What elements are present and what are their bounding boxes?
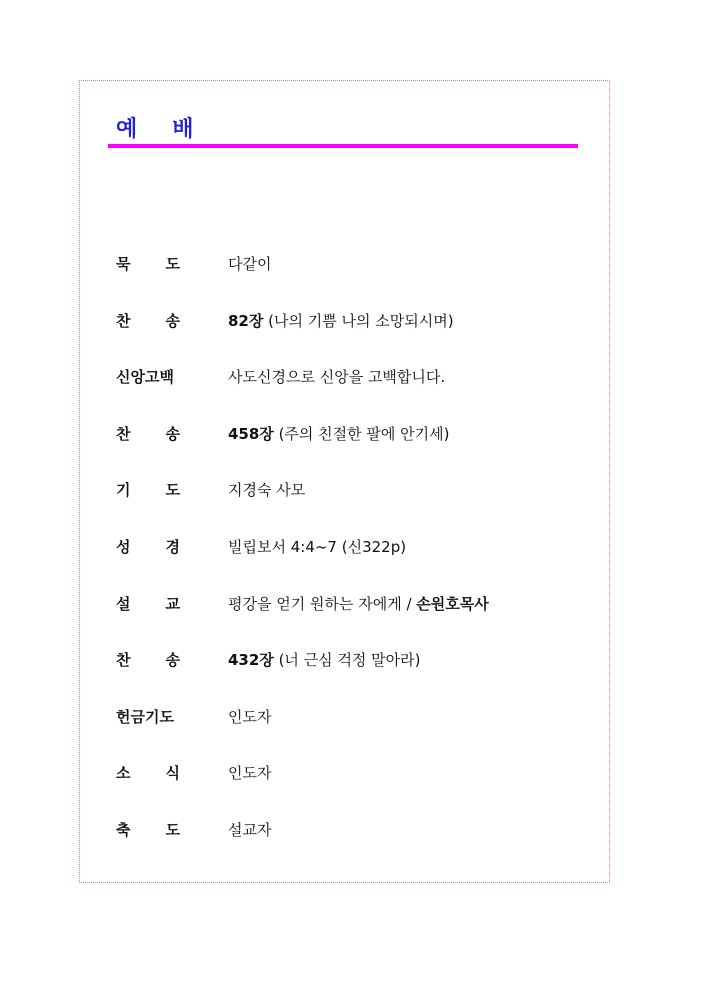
title-underline (108, 144, 578, 148)
hymn-number: 458장 (228, 424, 274, 443)
page-title (116, 112, 195, 143)
item-value: 평강을 얻기 원하는 자에게 / 손원호목사 (228, 594, 489, 613)
item-value: 458장 (주의 친절한 팔에 안기세) (228, 424, 450, 443)
list-item (116, 423, 586, 480)
item-label: 축 도 (116, 820, 180, 839)
list-item (116, 536, 586, 593)
item-value: 빌립보서 4:4~7 (신322p) (228, 537, 407, 556)
item-value: 인도자 (228, 764, 272, 783)
title-char-1: 예 (116, 117, 139, 142)
list-item (116, 762, 586, 819)
list-item (116, 649, 586, 706)
item-label: 찬 송 (116, 311, 180, 330)
list-item (116, 706, 586, 763)
item-label: 신앙고백 (116, 368, 174, 387)
item-label: 묵 도 (116, 255, 180, 273)
item-value: 432장 (너 근심 걱정 말아라) (228, 651, 421, 670)
list-item (116, 479, 586, 536)
list-item (116, 310, 586, 367)
item-label: 찬 송 (116, 424, 180, 443)
hymn-number: 82장 (228, 311, 264, 330)
item-value: 82장 (나의 기쁨 나의 소망되시며) (228, 311, 454, 330)
item-label: 설 교 (116, 594, 180, 613)
list-item (116, 253, 586, 310)
item-label: 소 식 (116, 764, 180, 783)
item-value: 사도신경으로 신앙을 고백합니다. (228, 368, 446, 387)
order-of-service-list (116, 253, 586, 876)
list-item (116, 593, 586, 650)
list-item (116, 366, 586, 423)
item-label: 기 도 (116, 481, 180, 500)
title-char-2: 배 (172, 117, 195, 142)
item-label: 찬 송 (116, 651, 180, 670)
item-label: 성 경 (116, 537, 180, 556)
item-value: 다같이 (228, 255, 272, 273)
item-value: 인도자 (228, 707, 272, 726)
item-label: 헌금기도 (116, 707, 174, 726)
item-value: 지경숙 사모 (228, 481, 306, 500)
item-value: 설교자 (228, 820, 272, 839)
hymn-number: 432장 (228, 651, 274, 670)
preacher-name: 손원호목사 (416, 594, 489, 613)
list-item (116, 819, 586, 876)
